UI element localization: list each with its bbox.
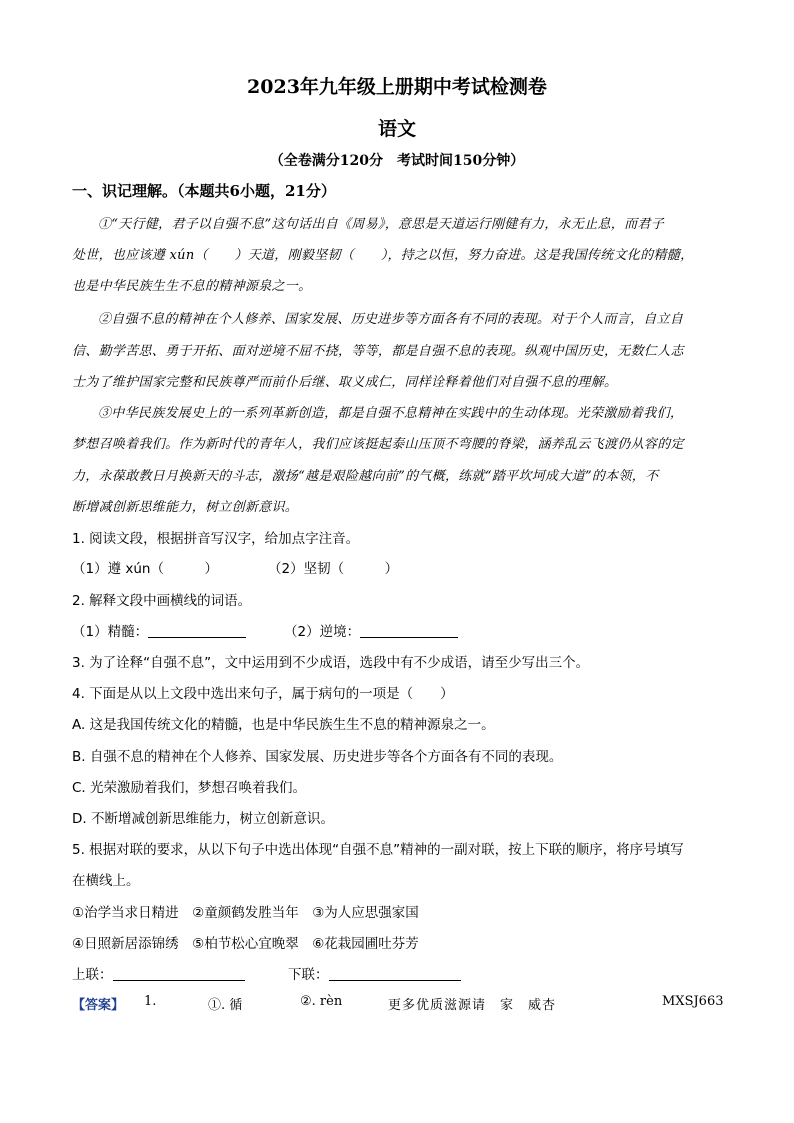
couplet-options-row-1: ①治学当求日精进 ②童颜鹤发胜当年 ③为人应思强家国 <box>72 905 419 921</box>
lower-couplet-label: 下联： <box>288 967 329 983</box>
option-c: C. 光荣激励着我们，梦想召唤着我们。 <box>72 780 307 796</box>
passage-line: ②自强不息的精神在个人修养、国家发展、历史进步等方面各有不同的表现。对于个人而言，自立自 <box>98 312 684 327</box>
question-2-part-a <box>72 620 246 640</box>
answer-1: ①. 循 <box>208 998 243 1013</box>
watermark-text: 更多优质滋源请 家 威杏 <box>388 998 557 1013</box>
answer-blank[interactable] <box>329 966 461 981</box>
lower-couplet <box>288 963 461 983</box>
passage-line: 信、勤学苦思、勇于开拓、面对逆境不屈不挠，等等，都是自强不息的表现。纵观中国历史，无数仁人志 <box>72 344 684 359</box>
option-a: A. 这是我国传统文化的精髓，也是中华民族生生不息的精神源泉之一。 <box>72 717 495 733</box>
answer-number: 1. <box>144 994 157 1009</box>
passage-line: ①“天行健，君子以自强不息”这句话出自《周易》，意思是天道运行刚健有力，永无止息，而君子 <box>98 217 664 232</box>
question-2-part-a-label: （1）精髓： <box>72 624 149 640</box>
question-4: 4. 下面是从以上文段中选出来句子，属于病句的一项是（ ） <box>72 686 454 702</box>
question-5-cont: 在横线上。 <box>72 873 140 889</box>
passage-line: 力，永葆敢教日月换新天的斗志，激扬“越是艰险越向前”的气概，练就“踏平坎坷成大道”的本领，不 <box>72 469 659 484</box>
upper-couplet-label: 上联： <box>72 967 113 983</box>
question-1-part-a: （1）遵 xún（ ） <box>72 561 218 577</box>
answer-tag: 【答案】 <box>72 998 125 1013</box>
passage-line: 梦想召唤着我们。作为新时代的青年人，我们应该挺起泰山压顶不弯腰的脊梁，涵养乱云飞渡仍从容的定 <box>72 437 684 452</box>
passage-line: 断增减创新思维能力，树立创新意识。 <box>72 500 299 515</box>
answer-blank[interactable] <box>360 623 458 638</box>
passage-line: 处世，也应该遵 xún（ ）天道，刚毅坚韧（ ），持之以恒，努力奋进。这是我国传统文化的精髓， <box>72 248 694 263</box>
section-heading: 一、识记理解。（本题共6小题，21分） <box>72 182 336 200</box>
question-3: 3. 为了诠释“自强不息”，文中运用到不少成语，选段中有不少成语，请至少写出三个。 <box>72 655 590 671</box>
question-2-part-b-label: （2）逆境： <box>284 624 361 640</box>
document-code: MXSJ663 <box>662 994 724 1009</box>
exam-note: （全卷满分120分 考试时间150分钟） <box>269 153 525 169</box>
passage-line: ③中华民族发展史上的一系列革新创造，都是自强不息精神在实践中的生动体现。光荣激励着我们， <box>98 406 684 421</box>
couplet-options-row-2: ④日照新居添锦绣 ⑤柏节松心宜晚翠 ⑥花栽园圃吐芬芳 <box>72 936 419 952</box>
option-b: B. 自强不息的精神在个人修养、国家发展、历史进步等各个方面各有不同的表现。 <box>72 749 563 765</box>
upper-couplet <box>72 963 245 983</box>
exam-title: 2023年九年级上册期中考试检测卷 <box>247 76 547 98</box>
question-1: 1. 阅读文段，根据拼音写汉字，给加点字注音。 <box>72 531 360 547</box>
passage-line: 也是中华民族生生不息的精神源泉之一。 <box>72 279 312 294</box>
question-5: 5. 根据对联的要求，从以下句子中选出体现“自强不息”精神的一副对联，按上下联的顺序，将序号填写 <box>72 842 684 858</box>
passage-line: 士为了维护国家完整和民族尊严而前仆后继、取义成仁，同样诠释着他们对自强不息的理解。 <box>72 375 618 390</box>
question-2: 2. 解释文段中画横线的词语。 <box>72 593 252 609</box>
answer-blank[interactable] <box>148 623 246 638</box>
question-1-part-b: （2）坚韧（ ） <box>268 561 399 577</box>
option-d: D. 不断增减创新思维能力，树立创新意识。 <box>72 811 334 827</box>
subject-heading: 语文 <box>377 118 416 140</box>
question-2-part-b <box>284 620 458 640</box>
answer-2: ②. rèn <box>300 994 343 1009</box>
answer-blank[interactable] <box>113 966 245 981</box>
